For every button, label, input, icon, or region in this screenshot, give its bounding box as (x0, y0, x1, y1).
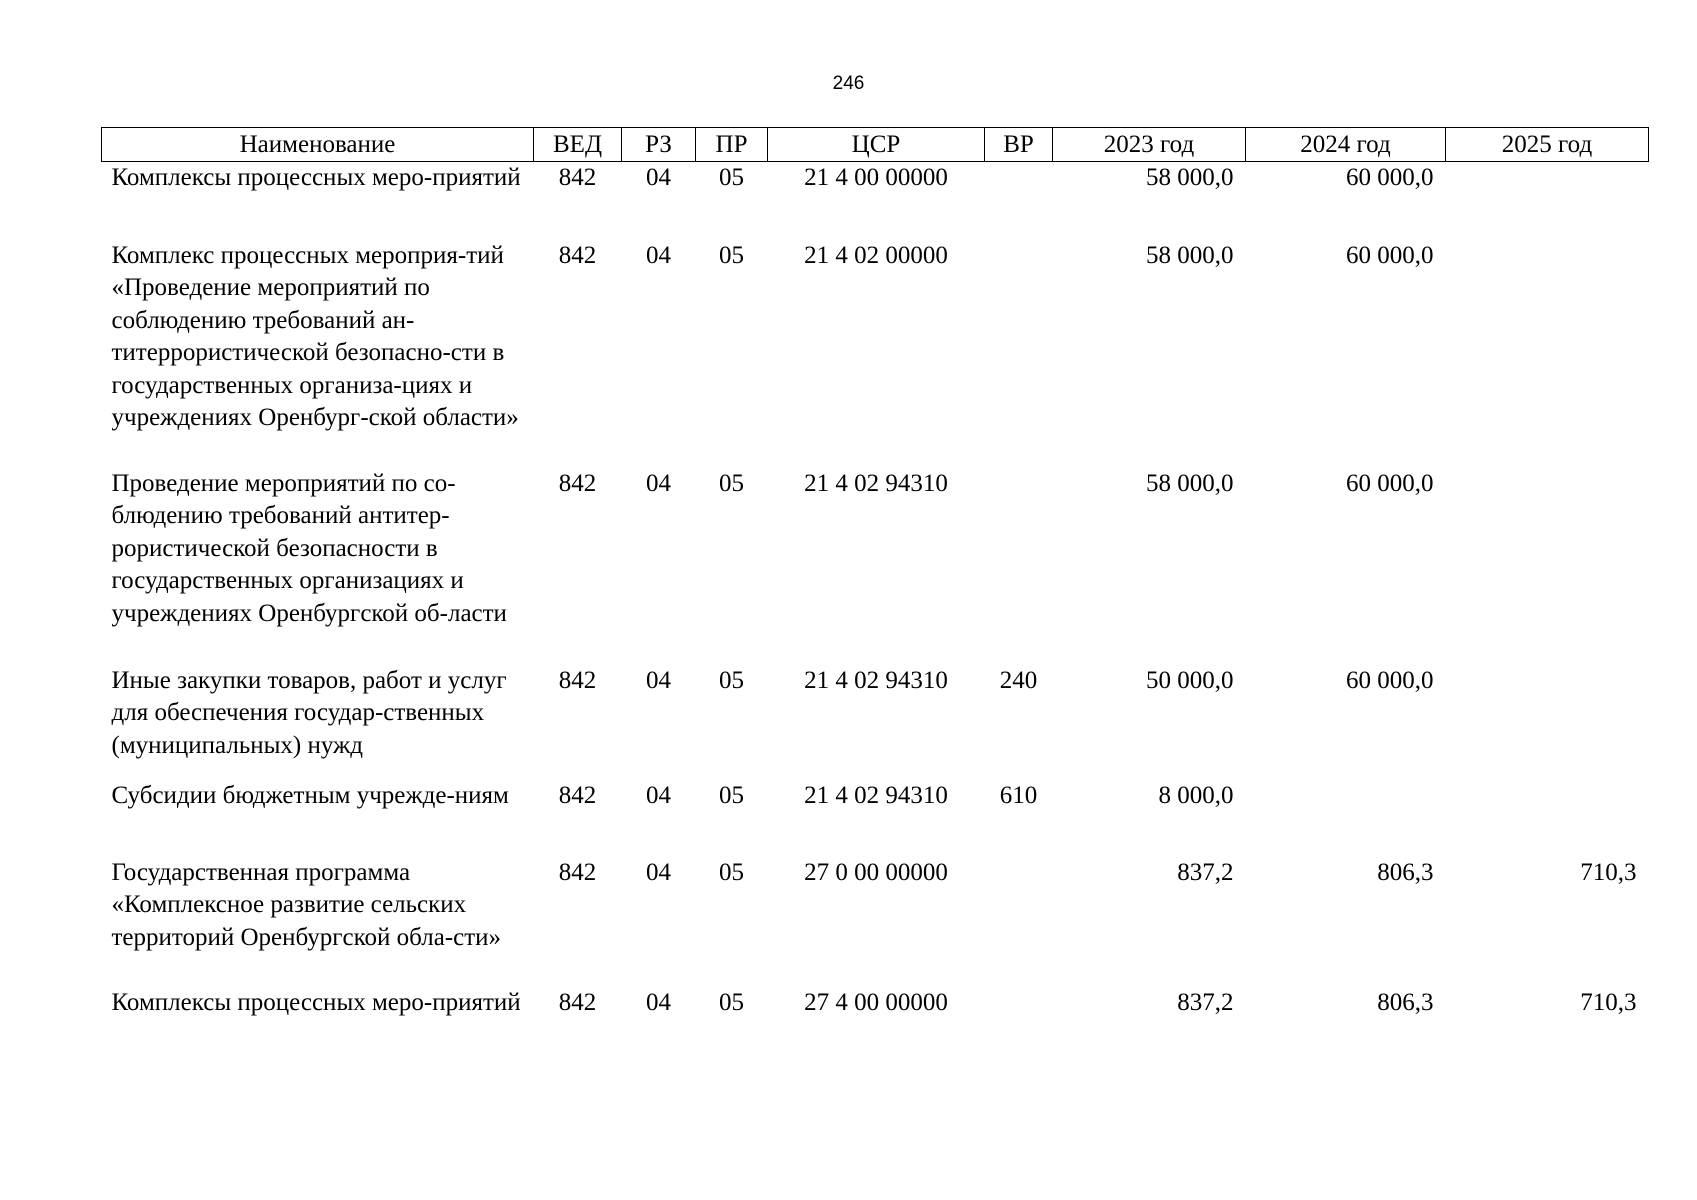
row-pr: 05 (719, 164, 744, 191)
row-2024: 60 000,0 (1346, 241, 1434, 269)
row-2025: 710,3 (1580, 858, 1637, 886)
row-ved: 842 (558, 988, 597, 1016)
row-pr: 05 (719, 858, 744, 886)
row-2024 (1246, 780, 1446, 857)
row-ved: 842 (558, 164, 597, 191)
row-2025: 710,3 (1580, 988, 1637, 1016)
row-name: Иные закупки товаров, работ и услуг для обеспечения государ-ственных (муниципальных) нужд (111, 666, 507, 759)
row-pr: 05 (719, 666, 744, 694)
row-2024: 60 000,0 (1346, 666, 1434, 694)
row-vr: 240 (999, 666, 1038, 694)
table-row (102, 857, 1649, 987)
row-ved: 842 (558, 781, 597, 809)
row-name: Субсидии бюджетным учрежде-ниям (111, 781, 509, 809)
row-vr (985, 162, 1053, 240)
header-vr: ВР (985, 128, 1053, 162)
table-row (102, 987, 1649, 1057)
table-row (102, 780, 1649, 857)
row-2024: 60 000,0 (1346, 469, 1434, 497)
table-row (102, 468, 1649, 665)
header-name: Наименование (102, 128, 534, 162)
header-2025: 2025 год (1446, 128, 1649, 162)
row-2025 (1446, 780, 1649, 857)
row-csr: 21 4 02 94310 (804, 469, 948, 497)
row-2025 (1446, 240, 1649, 468)
row-ved: 842 (558, 241, 597, 269)
table-header (102, 128, 1649, 162)
budget-table (101, 127, 1649, 1057)
header-csr: ЦСР (768, 128, 985, 162)
row-rz: 04 (646, 988, 671, 1016)
row-2023: 58 000,0 (1146, 164, 1234, 191)
row-ved: 842 (558, 666, 597, 694)
row-2023: 58 000,0 (1146, 241, 1234, 269)
row-pr: 05 (719, 988, 744, 1016)
header-pr: ПР (696, 128, 768, 162)
table-body (102, 162, 1649, 1057)
row-rz: 04 (646, 241, 671, 269)
row-2025 (1446, 162, 1649, 240)
row-vr: 610 (999, 781, 1038, 809)
row-csr: 21 4 02 94310 (804, 666, 948, 694)
row-csr: 21 4 02 00000 (804, 241, 948, 269)
row-rz: 04 (646, 469, 671, 497)
row-pr: 05 (719, 241, 744, 269)
page-number: 246 (832, 73, 865, 94)
row-rz: 04 (646, 666, 671, 694)
row-csr: 21 4 02 94310 (804, 781, 948, 809)
table-row (102, 665, 1649, 780)
row-csr: 21 4 00 00000 (804, 164, 948, 191)
row-rz: 04 (646, 858, 671, 886)
row-rz: 04 (646, 164, 671, 191)
header-ved: ВЕД (534, 128, 622, 162)
row-2023: 8 000,0 (1158, 781, 1234, 809)
row-2023: 837,2 (1177, 988, 1234, 1016)
row-vr (985, 987, 1053, 1057)
row-name: Проведение мероприятий по со-блюдению требований антитер-рористической безопасности в государственных организациях и учреждениях Оренбургской об-ласти (111, 469, 507, 627)
row-ved: 842 (558, 858, 597, 886)
header-2023: 2023 год (1053, 128, 1246, 162)
row-2023: 58 000,0 (1146, 469, 1234, 497)
header-row (102, 128, 1649, 162)
row-2024: 60 000,0 (1346, 164, 1434, 191)
row-2025 (1446, 665, 1649, 780)
row-name: Комплексы процессных меро-приятий (111, 164, 521, 191)
row-pr: 05 (719, 469, 744, 497)
header-rz: РЗ (622, 128, 696, 162)
row-rz: 04 (646, 781, 671, 809)
row-2025 (1446, 468, 1649, 665)
row-csr: 27 4 00 00000 (804, 988, 948, 1016)
row-vr (985, 857, 1053, 987)
row-2024: 806,3 (1377, 858, 1434, 886)
row-name: Государственная программа «Комплексное развитие сельских территорий Оренбургской обла-сти» (111, 858, 502, 951)
row-name: Комплекс процессных мероприя-тий «Проведение мероприятий по соблюдению требований ан-титеррористической безопасно-сти в государственных организа-циях и учреждениях Оренбург-ской области» (111, 241, 519, 431)
row-2024: 806,3 (1377, 988, 1434, 1016)
row-vr (985, 468, 1053, 665)
row-vr (985, 240, 1053, 468)
table-row (102, 240, 1649, 468)
table-row (102, 162, 1649, 240)
row-pr: 05 (719, 781, 744, 809)
row-2023: 837,2 (1177, 858, 1234, 886)
row-csr: 27 0 00 00000 (804, 858, 948, 886)
row-2023: 50 000,0 (1146, 666, 1234, 694)
row-name: Комплексы процессных меро-приятий (111, 988, 521, 1016)
row-ved: 842 (558, 469, 597, 497)
header-2024: 2024 год (1246, 128, 1446, 162)
